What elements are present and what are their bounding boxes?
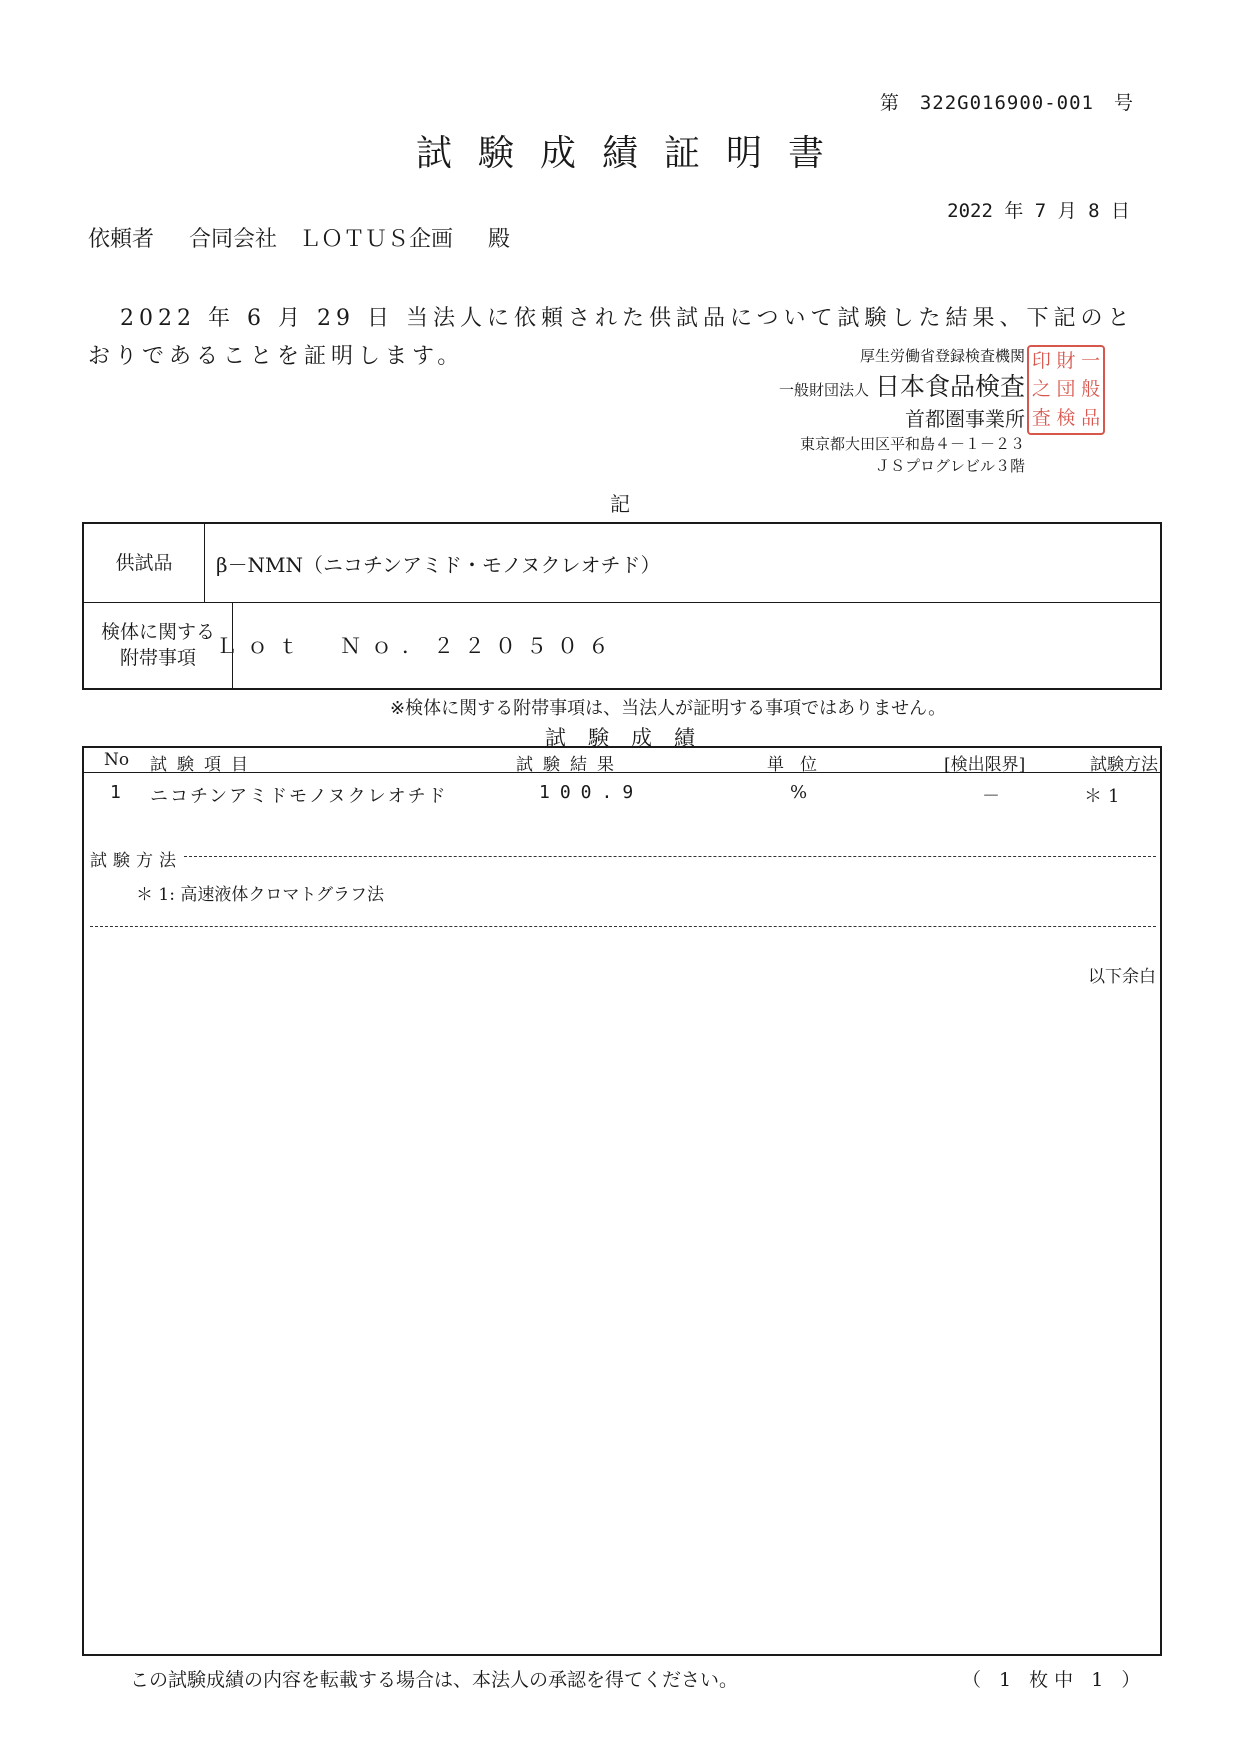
product-label: 供試品 <box>84 524 205 602</box>
methods-divider-top <box>184 856 1156 857</box>
row-unit: % <box>790 782 808 803</box>
header-result: 試験結果 <box>516 755 624 775</box>
sample-info-table <box>82 522 1162 690</box>
header-item: 試験項目 <box>150 755 258 775</box>
row-limit: － <box>982 786 1000 807</box>
document-title: 試験成績証明書 <box>415 133 850 174</box>
requester-line <box>88 222 538 253</box>
specimen-value: Ｌｏｔ Ｎｏ．２２０５０６ <box>216 634 619 658</box>
footer-note: この試験成績の内容を転載する場合は、本法人の承認を得てください。 <box>130 1669 739 1691</box>
issuer-address-line1: 東京都大田区平和島４－１－２３ <box>799 435 1025 453</box>
header-unit: 単位 <box>767 755 833 775</box>
certification-statement: 2022 年 6 月 29 日 当法人に依頼された供試品について試験した結果、下記のとおりであることを証明します。 <box>88 306 1135 369</box>
issuer-corp-type: 一般財団法人 <box>778 381 869 399</box>
header-no: No <box>104 750 130 770</box>
certificate-number: 第 322G016900-001 号 <box>879 92 1134 114</box>
issuer-registration: 厚生労働省登録検査機関 <box>859 347 1025 365</box>
official-seal-stamp: 印 財 一 之 団 般 査 検 品 <box>1027 345 1105 435</box>
header-limit: [検出限界] <box>944 755 1026 775</box>
row-method: ＊1 <box>1084 786 1126 807</box>
header-method: 試験方法 <box>1090 755 1158 775</box>
issue-date: 2022 年 7 月 8 日 <box>947 200 1130 222</box>
table-row <box>84 782 1160 812</box>
remainder-blank-note: 以下余白 <box>1088 967 1156 987</box>
methods-label: 試験方法 <box>90 851 182 871</box>
issuer-branch: 首都圏事業所 <box>905 407 1025 431</box>
results-header-row <box>84 748 1160 773</box>
specimen-label: 検体に関する附帯事項 <box>84 602 233 688</box>
row-no: 1 <box>110 782 121 803</box>
results-title: 試験成績 <box>545 726 717 750</box>
issuer-name: 日本食品検査 <box>874 372 1025 401</box>
sample-row-product <box>84 524 1160 603</box>
issuer-block <box>700 345 1140 485</box>
issuer-address-line2: ＪＳプログレビル３階 <box>874 457 1025 475</box>
specimen-disclaimer: ※検体に関する附帯事項は、当法人が証明する事項ではありません。 <box>390 698 947 719</box>
requester-label: 依頼者 <box>88 227 155 252</box>
row-item: ニコチンアミドモノヌクレオチド <box>150 786 448 807</box>
page-number: （ 1 枚中 1 ） <box>962 1669 1147 1691</box>
issuer-organization <box>779 367 1025 403</box>
methods-divider-bottom <box>90 926 1156 927</box>
requester-honorific: 殿 <box>488 227 511 252</box>
product-value: β－NMN（ニコチンアミド・モノヌクレオチド） <box>216 552 661 577</box>
method-item: ＊ 1: 高速液体クロマトグラフ法 <box>136 885 385 905</box>
ki-heading: 記 <box>610 492 630 516</box>
sample-row-specimen <box>84 602 1160 688</box>
row-result: 100.9 <box>539 782 644 803</box>
results-table <box>82 746 1162 1656</box>
requester-company: 合同会社 ＬＯＴＵＳ企画 <box>189 227 454 252</box>
